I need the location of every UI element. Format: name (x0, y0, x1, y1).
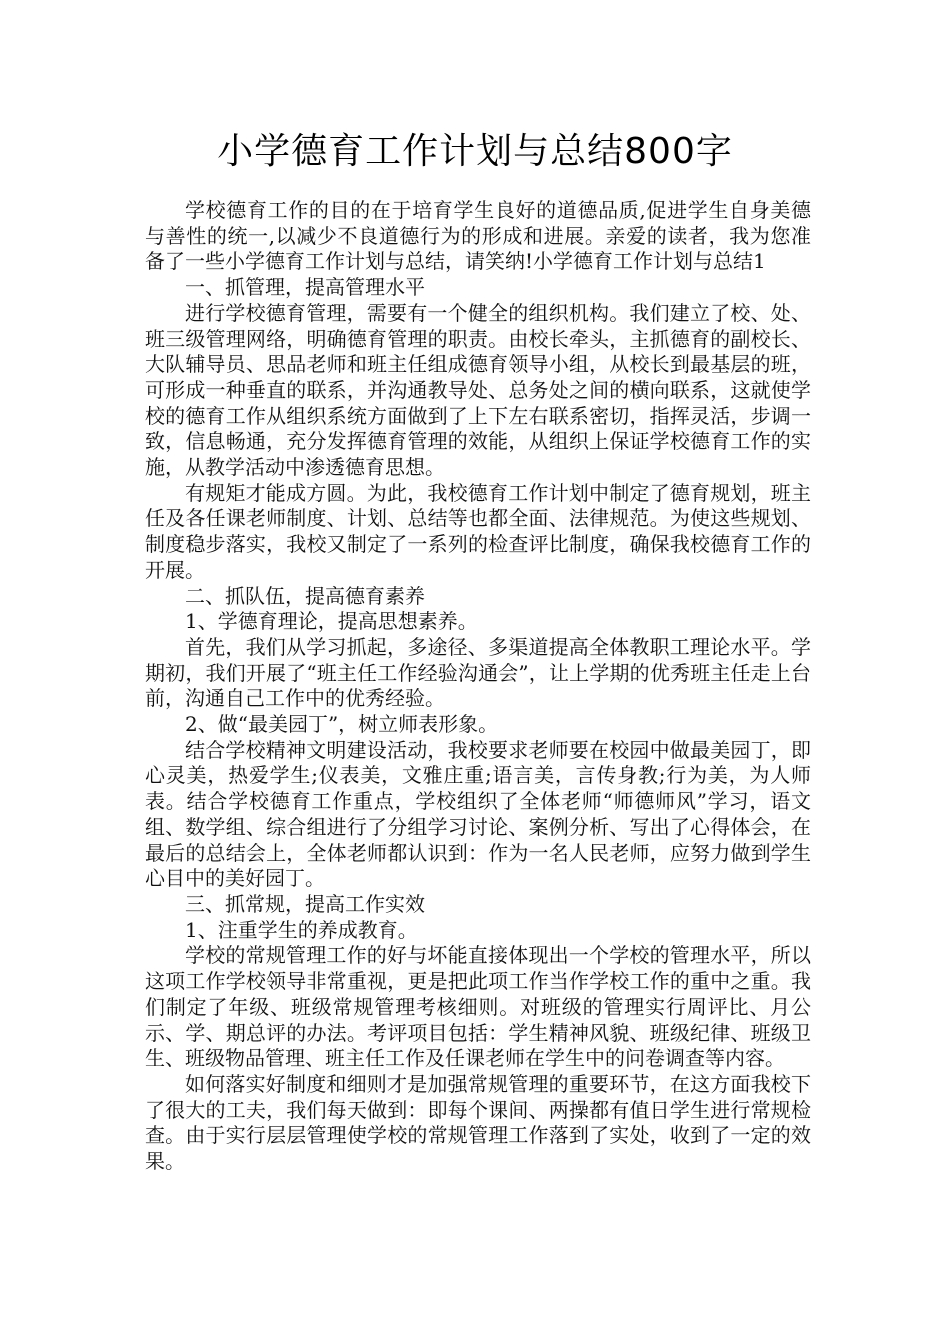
body-paragraph: 如何落实好制度和细则才是加强常规管理的重要环节，在这方面我校下了很大的工夫，我们每天做到：即每个课间、两操都有值日学生进行常规检查。由于实行层层管理使学校的常规管理工作落到了实处，收到了一定的效果。 (145, 1071, 811, 1174)
document-body (145, 198, 811, 1175)
section-heading-3: 三、抓常规，提高工作实效 (185, 891, 425, 916)
subheading: 1、注重学生的养成教育。 (185, 917, 418, 942)
body-paragraph: 学校的常规管理工作的好与坏能直接体现出一个学校的管理水平，所以这项工作学校领导非常重视，更是把此项工作当作学校工作的重中之重。我们制定了年级、班级常规管理考核细则。对班级的管理实行周评比、月公示、学、期总评的办法。考评项目包括：学生精神风貌、班级纪律、班级卫生、班级物品管理、班主任工作及任课老师在学生中的问卷调查等内容。 (145, 943, 811, 1071)
body-paragraph: 有规矩才能成方圆。为此，我校德育工作计划中制定了德育规划，班主任及各任课老师制度、计划、总结等也都全面、法律规范。为使这些规划、制度稳步落实，我校又制定了一系列的检查评比制度，确保我校德育工作的开展。 (145, 480, 811, 582)
intro-paragraph: 学校德育工作的目的在于培育学生良好的道德品质,促进学生自身美德与善性的统一,以减少不良道德行为的形成和进展。亲爱的读者，我为您准备了一些小学德育工作计划与总结，请笑纳!小学德育工作计划与总结1 (145, 198, 811, 274)
section-heading-2: 二、抓队伍，提高德育素养 (185, 583, 425, 608)
body-paragraph: 结合学校精神文明建设活动，我校要求老师要在校园中做最美园丁，即心灵美，热爱学生;仪表美，文雅庄重;语言美，言传身教;行为美，为人师表。结合学校德育工作重点，学校组织了全体老师“师德师风”学习，语文组、数学组、综合组进行了分组学习讨论、案例分析、写出了心得体会，在最后的总结会上，全体老师都认识到：作为一名人民老师，应努力做到学生心目中的美好园丁。 (145, 737, 811, 891)
subheading: 1、学德育理论，提高思想素养。 (185, 609, 478, 634)
document-title: 小学德育工作计划与总结800字 (217, 131, 733, 172)
subheading: 2、做“最美园丁”，树立师表形象。 (185, 712, 499, 737)
body-paragraph: 进行学校德育管理，需要有一个健全的组织机构。我们建立了校、处、班三级管理网络，明确德育管理的职责。由校长牵头，主抓德育的副校长、大队辅导员、思品老师和班主任组成德育领导小组，从校长到最基层的班，可形成一种垂直的联系，并沟通教导处、总务处之间的横向联系，这就使学校的德育工作从组织系统方面做到了上下左右联系密切，指挥灵活，步调一致，信息畅通，充分发挥德育管理的效能，从组织上保证学校德育工作的实施，从教学活动中渗透德育思想。 (145, 300, 811, 480)
body-paragraph: 首先，我们从学习抓起，多途径、多渠道提高全体教职工理论水平。学期初，我们开展了“班主任工作经验沟通会”，让上学期的优秀班主任走上台前，沟通自己工作中的优秀经验。 (145, 634, 811, 711)
section-heading-1: 一、抓管理，提高管理水平 (185, 275, 425, 300)
